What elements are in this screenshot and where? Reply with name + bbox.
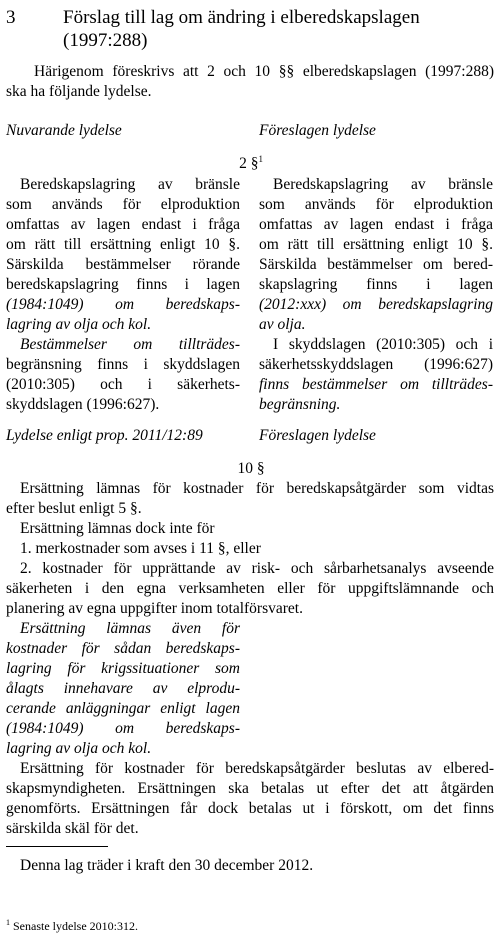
full-line: 2. kostnader för upprättande av risk- och sårbarhetsanalys avseende <box>20 560 494 577</box>
full-line: särskilda skäl för det. <box>6 820 139 837</box>
section-2-text: 2 § <box>239 155 259 172</box>
left-line: begränsning finns i skyddslagen <box>6 356 240 373</box>
left-line: (1984:1049) om beredskaps- <box>6 296 240 313</box>
effective-date: Denna lag träder i kraft den 30 december 2012. <box>20 857 314 874</box>
right-line: av olja. <box>259 316 306 333</box>
section-10-text-b <box>6 759 494 839</box>
right-line: säkerhetsskyddslagen (1996:627) <box>259 356 493 373</box>
law-title-line-1: Förslag till lag om ändring i elberedskapslagen <box>63 7 420 28</box>
intro-paragraph <box>6 62 494 102</box>
right-line: (2012:xxx) om beredskapslagring <box>259 296 493 313</box>
section-number: 3 <box>6 7 16 28</box>
italic-line: lagring för krigssituationer som <box>6 660 240 677</box>
left-line: Särskilda bestämmelser rörande <box>6 256 240 273</box>
section-2-proposed-text <box>259 175 493 415</box>
section-2-label <box>0 154 502 174</box>
full-line: genomförts. Ersättningen får dock betalas ut i förskott, om det finns <box>6 800 494 817</box>
right-line: finns bestämmelser om tillträdes- <box>259 376 493 393</box>
left-line: (2010:305) och i säkerhets- <box>6 376 240 393</box>
section-2-current-text <box>6 175 240 415</box>
italic-line: ålagts innehavare av elprodu- <box>6 680 240 697</box>
prop-wording-header: Lydelse enligt prop. 2011/12:89 <box>6 427 203 444</box>
right-line: skapslagring finns i lagen <box>259 276 493 293</box>
law-title <box>63 6 493 52</box>
footnote-text: Senaste lydelse 2010:312. <box>13 919 138 933</box>
law-title-line-2: (1997:288) <box>63 30 148 51</box>
intro-line-2: ska ha följande lydelse. <box>6 83 152 100</box>
section-10-current-text <box>6 619 240 759</box>
italic-line: Ersättning lämnas även för <box>20 620 240 637</box>
italic-line: cerande anläggningar enligt lagen <box>6 700 240 717</box>
full-line: 1. merkostnader som avses i 11 §, eller <box>20 540 261 557</box>
section-10-text-a <box>6 479 494 619</box>
full-line: säkerheten i den egna verksamheten eller för uppgiftslämnande och <box>6 580 494 597</box>
left-line: Bestämmelser om tillträdes- <box>20 336 240 353</box>
left-line: Beredskapslagring av bränsle <box>20 176 240 193</box>
left-line: beredskapslagring finns i lagen <box>6 276 240 293</box>
right-line: Särskilda bestämmelser om bered- <box>259 256 493 273</box>
footnote <box>6 918 138 934</box>
right-line: om rätt till ersättning enligt 10 §. <box>259 236 493 253</box>
full-line: efter beslut enligt 5 §. <box>6 500 142 517</box>
section-10-label: 10 § <box>237 460 265 477</box>
full-line: skapsmyndigheten. Ersättningen ska betalas ut efter det att åtgärden <box>6 780 494 797</box>
intro-line-1: Härigenom föreskrivs att 2 och 10 §§ elberedskapslagen (1997:288) <box>34 63 494 80</box>
current-wording-header: Nuvarande lydelse <box>6 122 122 139</box>
full-line: Ersättning lämnas dock inte för <box>20 520 215 537</box>
full-line: Ersättning för kostnader för beredskapsåtgärder beslutas av elbered- <box>20 760 494 777</box>
right-line: som används för elproduktion <box>259 196 493 213</box>
left-line: om rätt till ersättning enligt 10 §. <box>6 236 240 253</box>
footnote-mark: 1 <box>6 918 10 927</box>
left-line: lagring av olja och kol. <box>6 316 152 333</box>
italic-line: kostnader för sådan beredskaps- <box>6 640 240 657</box>
proposed-wording-header: Föreslagen lydelse <box>259 122 376 139</box>
italic-line: (1984:1049) om beredskaps- <box>6 720 240 737</box>
footnote-ref: 1 <box>258 153 263 164</box>
transition-divider <box>6 846 108 847</box>
right-line: omfattas av lagen endast i fråga <box>259 216 493 233</box>
left-line: som används för elproduktion <box>6 196 240 213</box>
left-line: omfattas av lagen endast i fråga <box>6 216 240 233</box>
right-line: begränsning. <box>259 396 341 413</box>
proposed-wording-header-2: Föreslagen lydelse <box>259 427 376 444</box>
right-line: Beredskapslagring av bränsle <box>273 176 493 193</box>
italic-line: lagring av olja och kol. <box>6 740 152 757</box>
right-line: I skyddslagen (2010:305) och i <box>273 336 493 353</box>
left-line: skyddslagen (1996:627). <box>6 396 160 413</box>
full-line: planering av egna uppgifter inom totalförsvaret. <box>6 600 303 617</box>
full-line: Ersättning lämnas för kostnader för beredskapsåtgärder som vidtas <box>20 480 494 497</box>
